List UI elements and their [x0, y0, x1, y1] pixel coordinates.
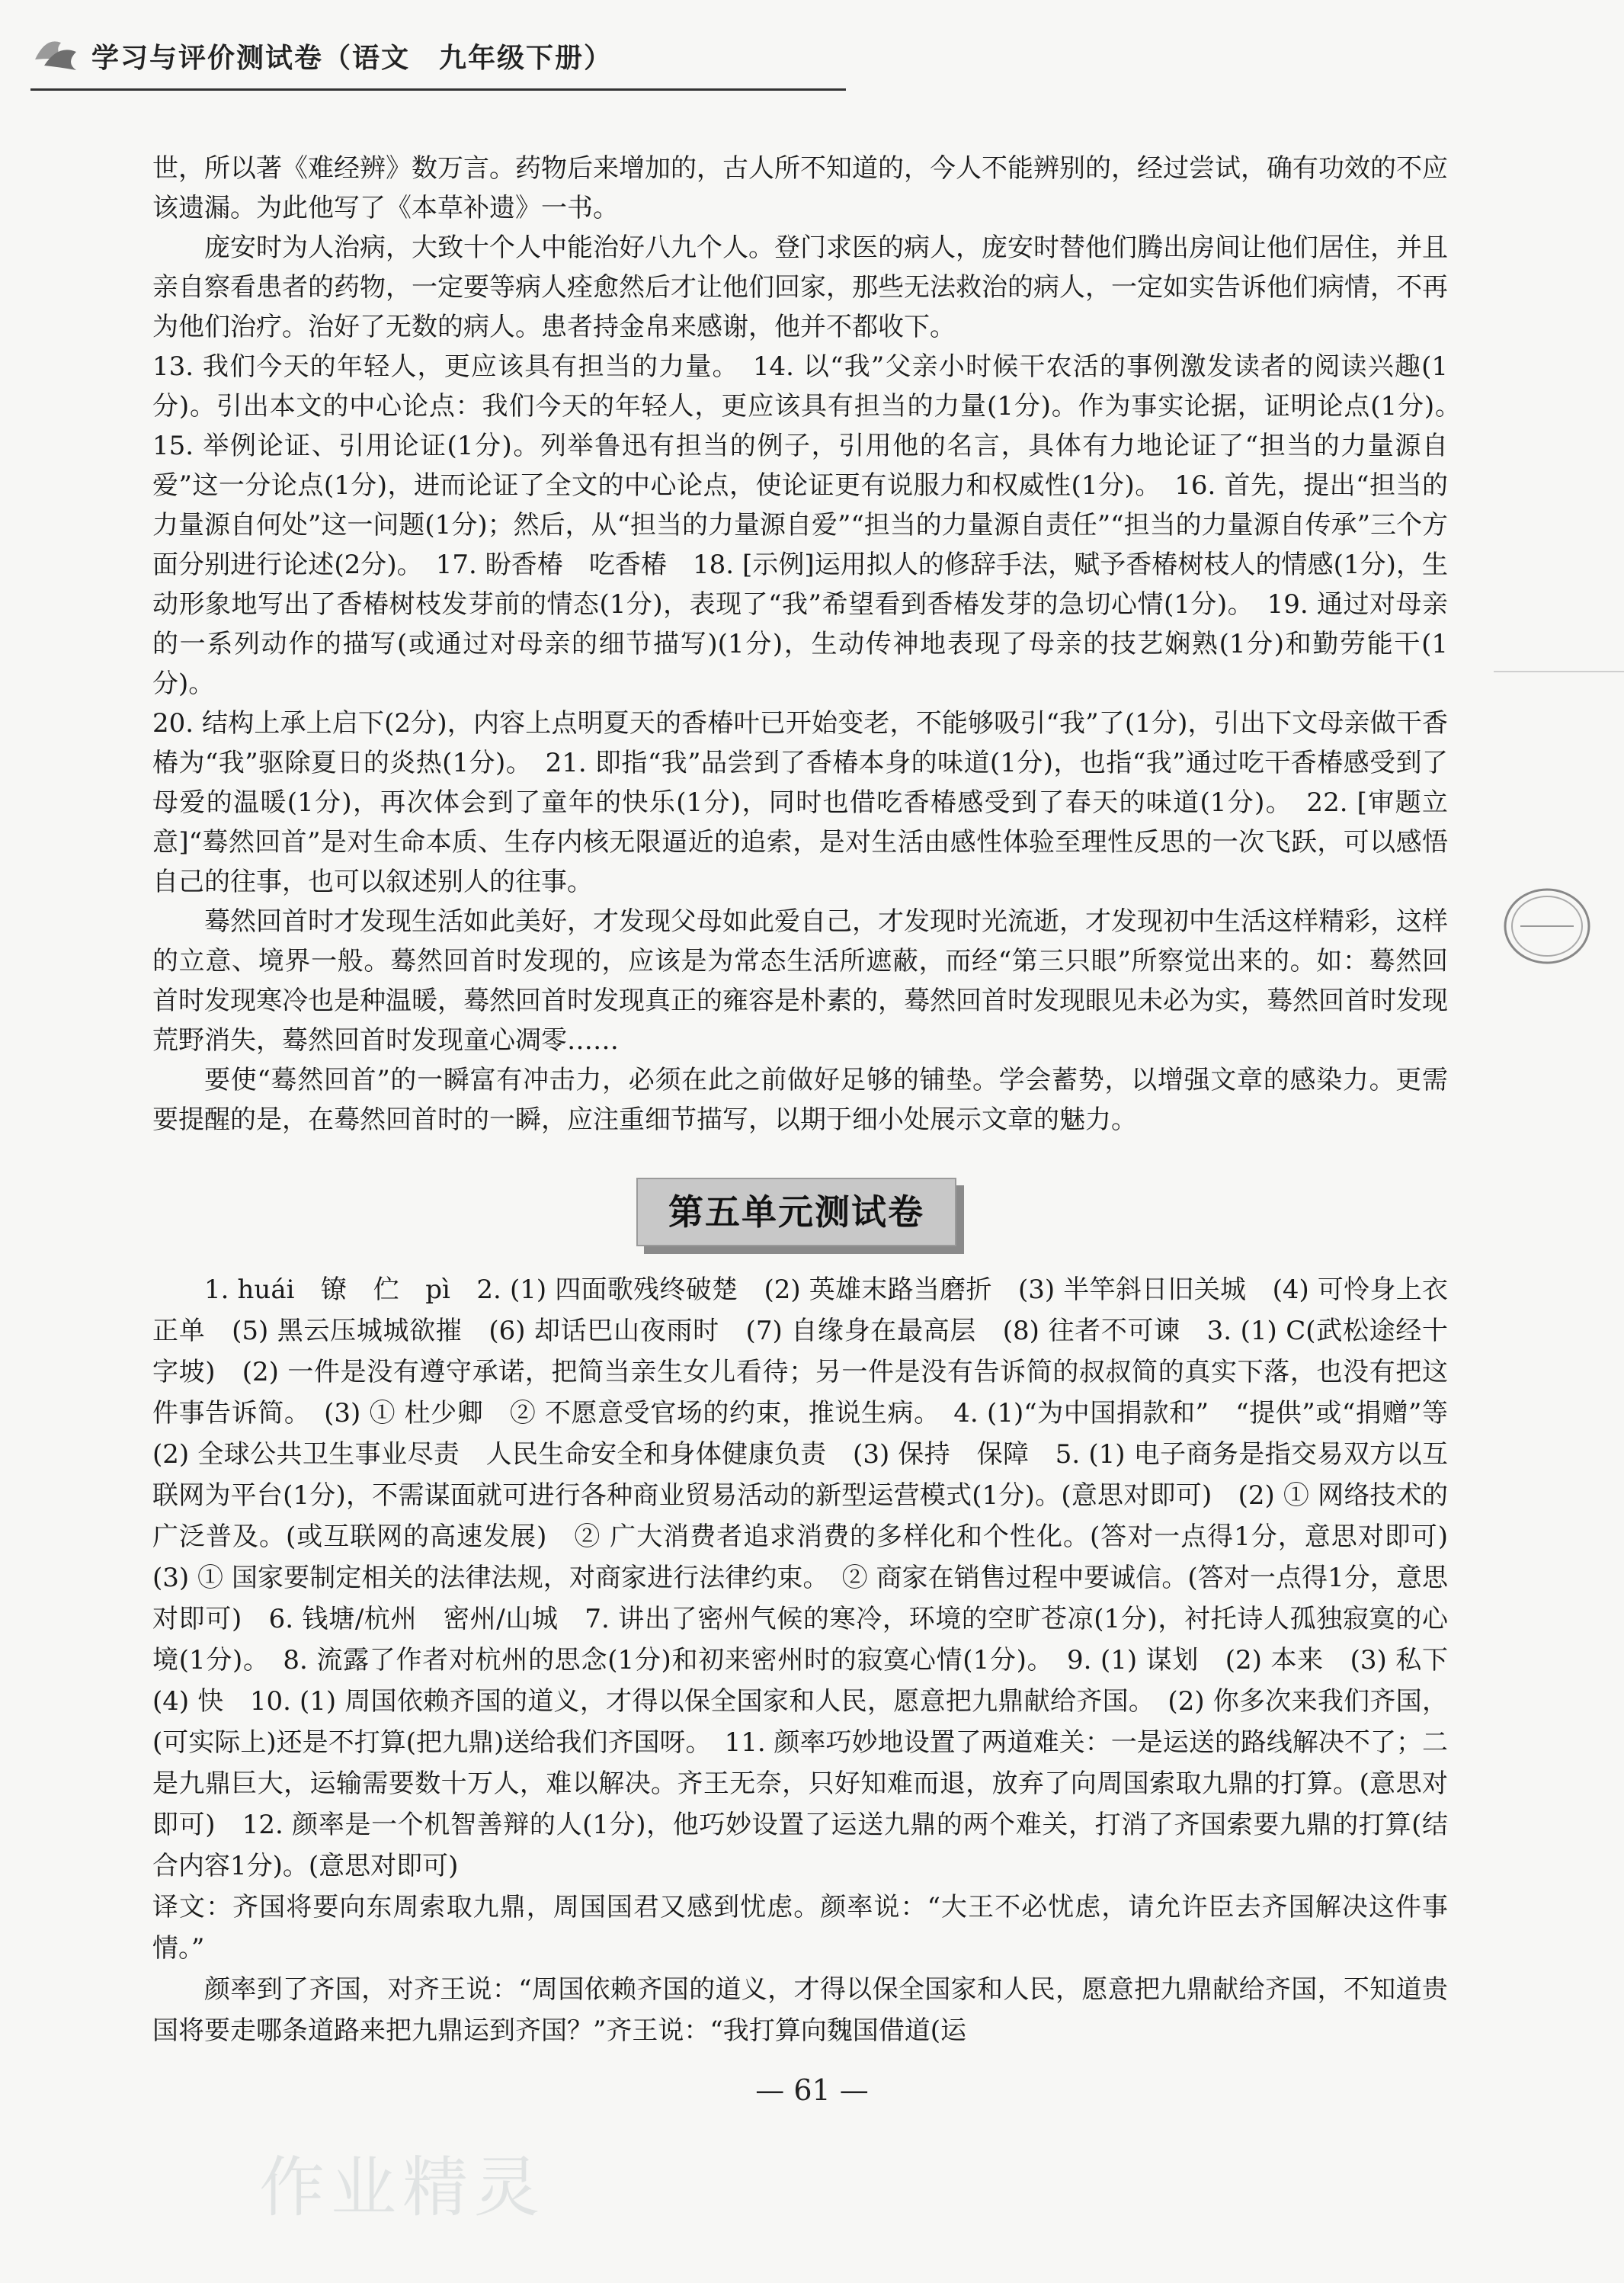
watermark: 作业精灵 — [259, 2150, 546, 2226]
page-number: — 61 — — [755, 2073, 869, 2107]
paragraph: 蓦然回首时才发现生活如此美好，才发现父母如此爱自己，才发现时光流逝，才发现初中生活这样精彩，这样的立意、境界一般。蓦然回首时发现的，应该是为常态生活所遮蔽，而经“第三只眼”所察觉出来的。如：蓦然回首时发现寒冷也是种温暖，蓦然回首时发现真正的雍容是朴素的，蓦然回首时发现眼见未必为实，蓦然回首时发现荒野消失，蓦然回首时发现童心凋零…… — [152, 906, 1448, 1056]
header-title: 学习与评价测试卷（语文 九年级下册） — [91, 43, 613, 74]
book-logo-icon — [30, 29, 81, 75]
paragraph: 世，所以著《难经辨》数万言。药物后来增加的，古人所不知道的，今人不能辨别的，经过尝试，确有功效的不应该遗漏。为此他写了《本草补遗》一书。 — [152, 153, 1448, 223]
paragraph: 庞安时为人治病，大致十个人中能治好八九个人。登门求医的病人，庞安时替他们腾出房间让他们居住，并且亲自察看患者的药物，一定要等病人痊愈然后才让他们回家，那些无法救治的病人，一定如实告诉他们病情，不再为他们治疗。治好了无数的病人。患者持金帛来感谢，他并不都收下。 — [152, 232, 1448, 342]
scan-fold-line — [1494, 671, 1624, 672]
page-header — [30, 21, 854, 90]
answer-text-top — [152, 149, 1474, 1140]
header-divider — [30, 88, 846, 91]
paragraph: 颜率到了齐国，对齐王说：“周国依赖齐国的道义，才得以保全国家和人民，愿意把九鼎献给齐国，不知道贵国将要走哪条道路来把九鼎运到齐国？”齐王说：“我打算向魏国借道(运 — [152, 1974, 1448, 2046]
stamp-icon — [1501, 884, 1593, 968]
paragraph: 译文：齐国将要向东周索取九鼎，周国国君又感到忧虑。颜率说：“大王不必忧虑，请允许臣去齐国解决这件事情。” — [152, 1892, 1448, 1964]
answer-text-bottom — [152, 1269, 1474, 2051]
paragraph: 要使“蓦然回首”的一瞬富有冲击力，必须在此之前做好足够的铺垫。学会蓄势，以增强文章的感染力。更需要提醒的是，在蓦然回首时的一瞬，应注重细节描写，以期于细小处展示文章的魅力。 — [152, 1065, 1448, 1135]
paragraph: 1. huái 镣 伫 pì 2. (1) 四面歌残终破楚 (2) 英雄末路当磨折 (3) 半竿斜日旧关城 (4) 可怜身上衣正单 (5) 黑云压城城欲摧 (6) 却话巴山夜雨时 (7) 自缘身在最高层 (8) 往者不可谏 3. (1) C(武松途经十字坡) (2) 一件是没有遵守承诺，把简当亲生女儿看待；另一件是没有告诉简的叔叔简的真实下落，也没有把这件事告诉简。 (3) ① 杜少卿 ② 不愿意受官场的约束，推说生病。 4. (1)“为中国捐款和” “提供”或“捐赠”等 (2) 全球公共卫生事业尽责 人民生命安全和身体健康负责 (3) 保持 保障 5. (1) 电子商务是指交易双方以互联网为平台(1分)，不需谋面就可进行各种商业贸易活动的新型运营模式(1分)。(意思对即可) (2) ① 网络技术的广泛普及。(或互联网的高速发展) ② 广大消费者追求消费的多样化和个性化。(答对一点得1分，意思对即可) (3) ① 国家要制定相关的法律法规，对商家进行法律约束。 ② 商家在销售过程中要诚信。(答对一点得1分，意思对即可) 6. 钱塘/杭州 密州/山城 7. 讲出了密州气候的寒冷，环境的空旷苍凉(1分)，衬托诗人孤独寂寞的心境(1分)。 8. 流露了作者对杭州的思念(1分)和初来密州时的寂寞心情(1分)。 9. (1) 谋划 (2) 本来 (3) 私下 (4) 快 10. (1) 周国依赖齐国的道义，才得以保全国家和人民，愿意把九鼎献给齐国。 (2) 你多次来我们齐国，(可实际上)还是不打算(把九鼎)送给我们齐国呀。 11. 颜率巧妙地设置了两道难关：一是运送的路线解决不了；二是九鼎巨大，运输需要数十万人，难以解决。齐王无奈，只好知难而退，放弃了向周国索取九鼎的打算。(意思对即可) 12. 颜率是一个机智善辩的人(1分)，他巧妙设置了运送九鼎的两个难关，打消了齐国索要九鼎的打算(结合内容1分)。(意思对即可) — [152, 1275, 1474, 1881]
section-title-box — [636, 1178, 964, 1254]
section-title: 第五单元测试卷 — [636, 1178, 956, 1246]
paragraph: 13. 我们今天的年轻人，更应该具有担当的力量。 14. 以“我”父亲小时候干农活的事例激发读者的阅读兴趣(1分)。引出本文的中心论点：我们今天的年轻人，更应该具有担当的力量(1分)。作为事实论据，证明论点(1分)。 15. 举例论证、引用论证(1分)。列举鲁迅有担当的例子，引用他的名言，具体有力地论证了“担当的力量源自爱”这一分论点(1分)，进而论证了全文的中心论点，使论证更有说服力和权威性(1分)。 16. 首先，提出“担当的力量源自何处”这一问题(1分)；然后，从“担当的力量源自爱”“担当的力量源自责任”“担当的力量源自传承”三个方面分别进行论述(2分)。 17. 盼香椿 吃香椿 18. [示例]运用拟人的修辞手法，赋予香椿树枝人的情感(1分)，生动形象地写出了香椿树枝发芽前的情态(1分)，表现了“我”希望看到香椿发芽的急切心情(1分)。 19. 通过对母亲的一系列动作的描写(或通过对母亲的细节描写)(1分)，生动传神地表现了母亲的技艺娴熟(1分)和勤劳能干(1分)。 — [152, 351, 1474, 699]
paragraph: 20. 结构上承上启下(2分)，内容上点明夏天的香椿叶已开始变老，不能够吸引“我”了(1分)，引出下文母亲做干香椿为“我”驱除夏日的炎热(1分)。 21. 即指“我”品尝到了香椿本身的味道(1分)，也指“我”通过吃干香椿感受到了母爱的温暖(1分)，再次体会到了童年的快乐(1分)，同时也借吃香椿感受到了春天的味道(1分)。 22. [审题立意]“蓦然回首”是对生命本质、生存内核无限逼近的追索，是对生活由感性体验至理性反思的一次飞跃，可以感悟自己的往事，也可以叙述别人的往事。 — [152, 708, 1448, 897]
